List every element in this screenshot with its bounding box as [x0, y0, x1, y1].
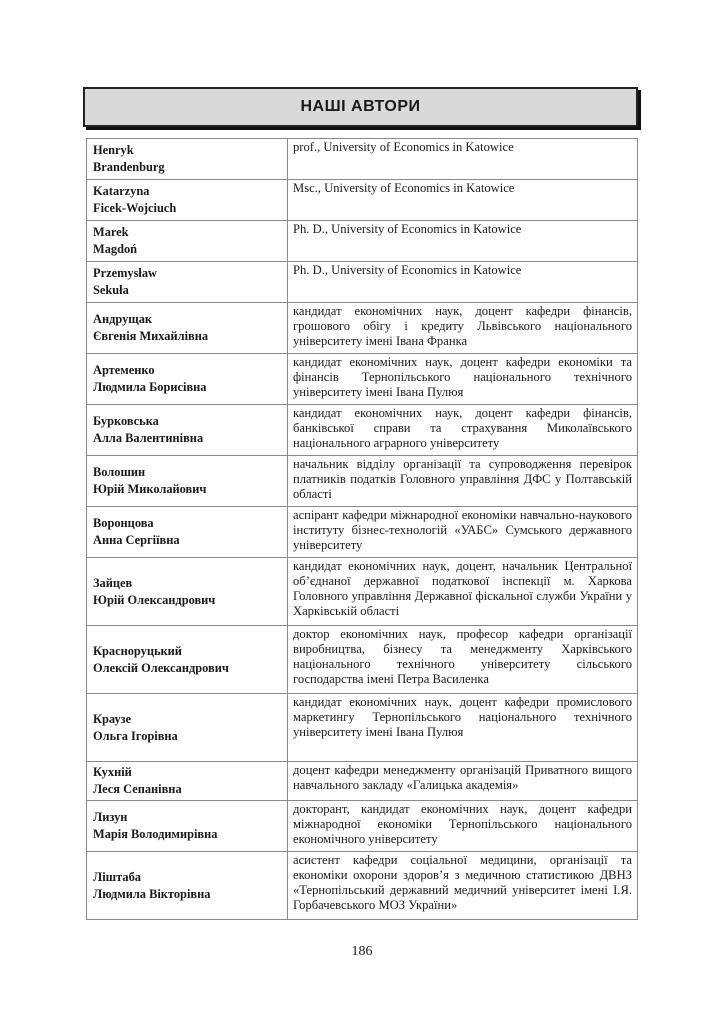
author-description: кандидат економічних наук, доцент, начальник Центральної об’єднаної державної податкової інспекції м. Харкова Головного управління Державної фіскальної служби України у Харківській області	[288, 558, 638, 626]
author-name	[87, 262, 288, 303]
author-name	[87, 221, 288, 262]
author-row	[87, 180, 638, 221]
author-given-name: Юрій Олександрович	[93, 592, 216, 607]
author-name	[87, 180, 288, 221]
author-description: доктор економічних наук, професор кафедри організації виробництва, бізнесу та менеджменту Харківського національного технічного університету сільського господарства імені Петра Василенка	[288, 626, 638, 694]
author-name	[87, 558, 288, 626]
author-row	[87, 456, 638, 507]
author-name	[87, 694, 288, 762]
author-surname: Волошин	[93, 465, 146, 479]
author-given-name: Людмила Борисівна	[93, 380, 207, 394]
author-row	[87, 852, 638, 920]
author-surname: Marek	[93, 225, 129, 239]
page-number: 186	[351, 944, 373, 959]
author-name	[87, 456, 288, 507]
author-description: Msc., University of Economics in Katowice	[288, 180, 638, 221]
author-given-name: Юрій Миколайович	[93, 482, 207, 496]
author-surname: Красноруцький	[93, 643, 182, 658]
author-given-name: Олексій Олександрович	[93, 660, 229, 675]
author-row	[87, 354, 638, 405]
author-name	[87, 762, 288, 801]
author-surname: Андрущак	[93, 312, 153, 326]
author-surname: Артеменко	[93, 363, 155, 377]
author-given-name: Євгенія Михайлівна	[93, 329, 209, 343]
author-row	[87, 558, 638, 626]
author-description: Ph. D., University of Economics in Katowice	[288, 221, 638, 262]
author-row	[87, 262, 638, 303]
author-description: асистент кафедри соціальної медицини, організації та економіки охорони здоров’я з медичною статистикою ДВНЗ «Тернопільський державний медичний університет імені І.Я. Горбачевського МОЗ України»	[288, 852, 638, 920]
author-surname: Katarzyna	[93, 184, 150, 198]
author-given-name: Magdoń	[93, 242, 138, 256]
author-surname: Ліштаба	[93, 869, 141, 884]
author-row	[87, 405, 638, 456]
author-row	[87, 626, 638, 694]
author-row	[87, 303, 638, 354]
page-title-box	[83, 87, 638, 127]
author-name	[87, 354, 288, 405]
author-name	[87, 626, 288, 694]
author-surname: Лизун	[93, 810, 128, 824]
author-given-name: Леся Сепанівна	[93, 782, 182, 796]
author-given-name: Анна Сергіївна	[93, 533, 180, 547]
author-row	[87, 762, 638, 801]
author-row	[87, 221, 638, 262]
author-surname: Воронцова	[93, 516, 154, 530]
author-surname: Henryk	[93, 143, 134, 157]
author-description: кандидат економічних наук, доцент кафедри фінансів, грошового обігу і кредиту Львівського національного університету імені Івана Франка	[288, 303, 638, 354]
author-description: prof., University of Economics in Katowice	[288, 139, 638, 180]
author-given-name: Ficek-Wojciuch	[93, 201, 177, 215]
author-given-name: Sekuła	[93, 283, 129, 297]
author-description: докторант, кандидат економічних наук, доцент кафедри міжнародної економіки Тернопільського національного економічного університету	[288, 801, 638, 852]
author-description: кандидат економічних наук, доцент кафедри промислового маркетингу Тернопільського національного технічного університету імені Івана Пулюя	[288, 694, 638, 762]
author-row	[87, 507, 638, 558]
author-row	[87, 139, 638, 180]
author-given-name: Марія Володимирівна	[93, 827, 218, 841]
author-description: доцент кафедри менеджменту організацій Приватного вищого навчального закладу «Галицька академія»	[288, 762, 638, 801]
author-given-name: Людмила Вікторівна	[93, 886, 211, 901]
author-surname: Бурковська	[93, 414, 159, 428]
author-name	[87, 801, 288, 852]
author-row	[87, 801, 638, 852]
author-surname: Краузе	[93, 711, 132, 726]
author-given-name: Brandenburg	[93, 160, 165, 174]
author-surname: Зайцев	[93, 575, 133, 590]
page-title: НАШІ АВТОРИ	[300, 98, 421, 115]
author-given-name: Алла Валентинівна	[93, 431, 204, 445]
author-description: Ph. D., University of Economics in Katowice	[288, 262, 638, 303]
authors-table	[86, 138, 638, 920]
author-description: кандидат економічних наук, доцент кафедри фінансів, банківської справи та страхування Миколаївського національного аграрного університету	[288, 405, 638, 456]
author-name	[87, 303, 288, 354]
author-surname: Кухній	[93, 765, 132, 779]
author-description: аспірант кафедри міжнародної економіки навчально-наукового інституту бізнес-технологій «УАБС» Сумського державного університету	[288, 507, 638, 558]
author-name	[87, 852, 288, 920]
author-name	[87, 139, 288, 180]
author-description: начальник відділу організації та супроводження перевірок платників податків Головного управління ДФС у Полтавській області	[288, 456, 638, 507]
author-description: кандидат економічних наук, доцент кафедри економіки та фінансів Тернопільського національного технічного університету імені Івана Пулюя	[288, 354, 638, 405]
author-name	[87, 507, 288, 558]
author-given-name: Ольга Ігорівна	[93, 728, 178, 743]
author-name	[87, 405, 288, 456]
author-row	[87, 694, 638, 762]
author-surname: Przemysław	[93, 266, 157, 280]
